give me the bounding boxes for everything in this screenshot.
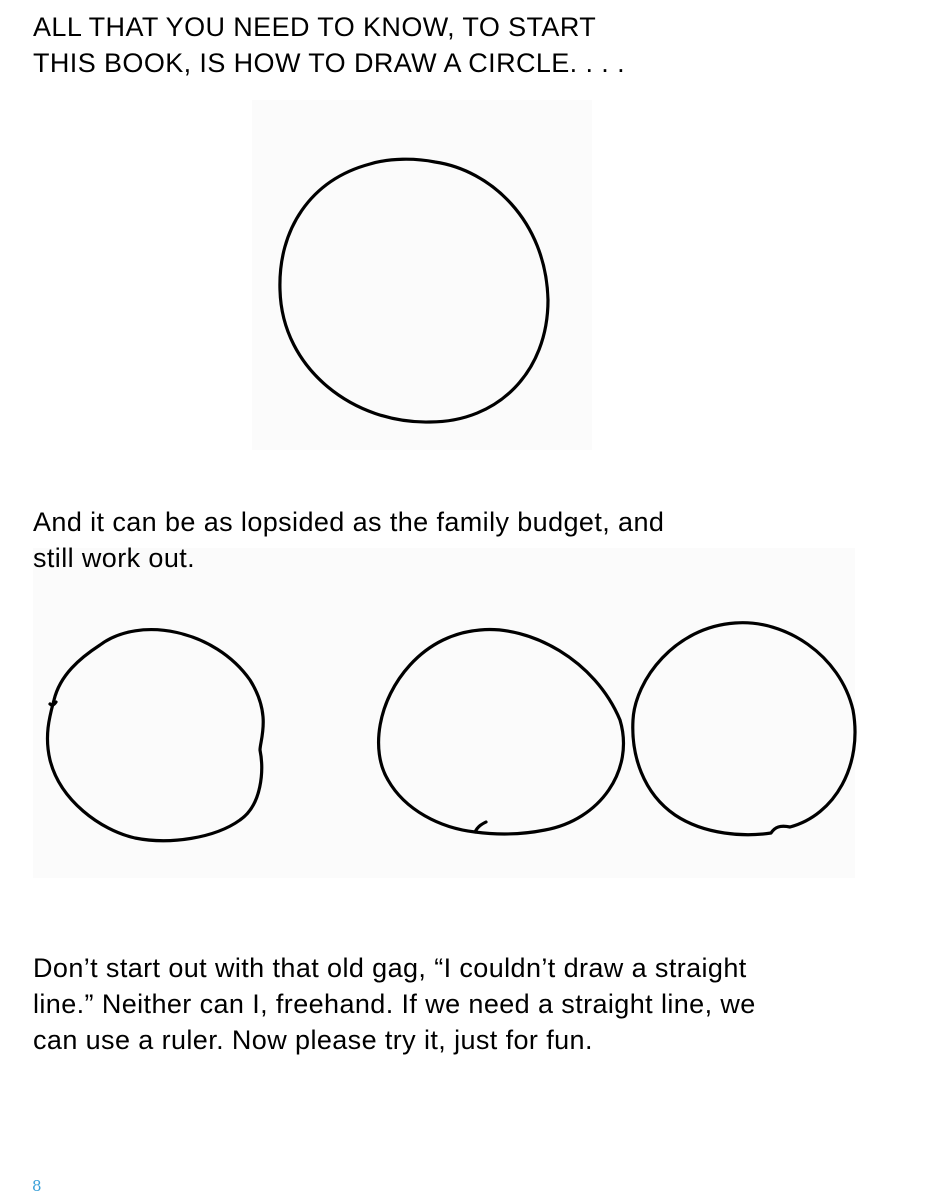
closing-line-3: can use a ruler. Now please try it, just for fun. [33, 1025, 593, 1055]
closing-paragraph [33, 950, 756, 1058]
intro-paragraph [33, 9, 625, 81]
lopsided-paragraph [33, 504, 664, 576]
hand-drawn-circle-left [40, 620, 280, 850]
intro-line-2: THIS BOOK, IS HOW TO DRAW A CIRCLE. . . . [33, 48, 625, 78]
hand-drawn-circle-middle [330, 610, 630, 850]
lopsided-line-2: still work out. [33, 543, 196, 573]
closing-line-1: Don’t start out with that old gag, “I couldn’t draw a straight [33, 953, 747, 983]
hand-drawn-circle-large [270, 150, 560, 440]
closing-line-2: line.” Neither can I, freehand. If we need a straight line, we [33, 989, 756, 1019]
page-number: 8 [32, 1177, 42, 1195]
lopsided-line-1: And it can be as lopsided as the family budget, and [33, 507, 665, 537]
intro-line-1: ALL THAT YOU NEED TO KNOW, TO START [33, 12, 597, 42]
hand-drawn-circle-right [625, 615, 865, 845]
